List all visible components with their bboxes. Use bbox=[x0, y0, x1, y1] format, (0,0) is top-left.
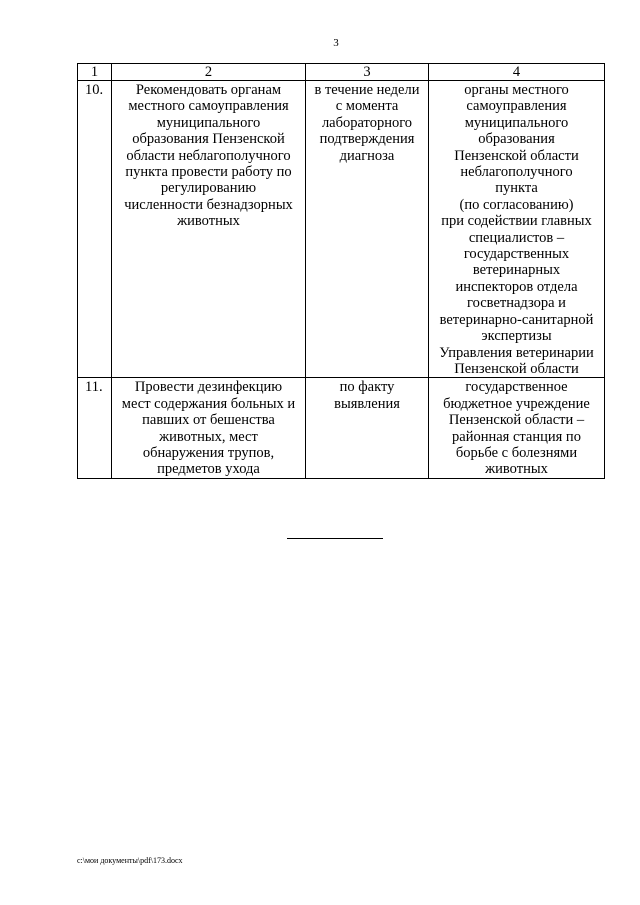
cell-line: самоуправления bbox=[466, 98, 567, 115]
header-cell-2: 2 bbox=[112, 64, 306, 81]
cell-line: Рекомендовать органам bbox=[135, 82, 282, 98]
cell-line: инспекторов отдела bbox=[455, 278, 578, 295]
cell-line: (по согласованию) bbox=[459, 196, 574, 213]
cell-line: Провести дезинфекцию bbox=[134, 379, 283, 396]
cell-line: выявления bbox=[334, 395, 400, 412]
cell-line: павших от бешенства bbox=[142, 412, 275, 429]
cell-line: муниципального bbox=[156, 114, 261, 131]
page-number: 3 bbox=[333, 37, 339, 49]
footer-file-path: c:\мои документы\pdf\173.docx bbox=[77, 856, 183, 865]
cell-line: в течение недели bbox=[314, 82, 420, 98]
cell-line: образования bbox=[478, 131, 555, 148]
cell-line: Пензенской области – bbox=[448, 412, 585, 429]
cell-line: бюджетное учреждение bbox=[443, 395, 590, 412]
cell-line: животных bbox=[485, 461, 548, 478]
cell-line: предметов ухода bbox=[157, 461, 260, 478]
row-number: 11. bbox=[78, 378, 112, 479]
header-cell-1: 1 bbox=[78, 64, 112, 81]
table-row bbox=[78, 378, 605, 479]
cell-line: пункта bbox=[495, 180, 538, 197]
cell-line: госветнадзора и bbox=[467, 295, 566, 312]
cell-line: ветеринарных bbox=[472, 262, 561, 279]
cell-line: области неблагополучного bbox=[126, 147, 291, 164]
header-cell-4: 4 bbox=[429, 64, 605, 81]
cell-line: Пензенской области bbox=[454, 147, 579, 164]
row-number: 10. bbox=[78, 81, 112, 378]
cell-line: диагноза bbox=[339, 147, 395, 164]
cell-line: Управления ветеринарии bbox=[439, 344, 594, 361]
cell-line: численности безнадзорных bbox=[124, 196, 293, 213]
table-row bbox=[78, 81, 605, 378]
table-header-row bbox=[78, 64, 605, 81]
cell-line: животных bbox=[177, 213, 240, 230]
cell-line: образования Пензенской bbox=[132, 131, 285, 148]
cell-line: животных, мест bbox=[159, 428, 258, 445]
cell-line: по факту bbox=[339, 379, 395, 396]
cell-line: экспертизы bbox=[481, 328, 552, 345]
cell-line: с момента bbox=[335, 98, 399, 115]
cell-line: государственное bbox=[465, 379, 568, 396]
header-cell-3: 3 bbox=[306, 64, 429, 81]
cell-line: районная станция по bbox=[452, 428, 581, 445]
end-separator-line bbox=[287, 538, 383, 539]
cell-line: специалистов – bbox=[468, 229, 565, 246]
measure-cell bbox=[112, 378, 306, 479]
cell-line: мест содержания больных и bbox=[121, 395, 296, 412]
cell-line: обнаружения трупов, bbox=[142, 444, 275, 461]
cell-line: регулированию bbox=[160, 180, 257, 197]
cell-line: лабораторного bbox=[321, 114, 413, 131]
cell-line: неблагополучного bbox=[460, 164, 573, 181]
responsible-cell bbox=[429, 378, 605, 479]
cell-line: муниципального bbox=[464, 114, 569, 131]
deadline-cell bbox=[306, 81, 429, 378]
cell-line: ветеринарно-санитарной bbox=[439, 311, 594, 328]
cell-line: Пензенской области bbox=[454, 360, 579, 377]
measure-cell bbox=[112, 81, 306, 378]
cell-line: пункта провести работу по bbox=[125, 164, 292, 181]
cell-line: борьбе с болезнями bbox=[455, 444, 578, 461]
cell-line: местного самоуправления bbox=[128, 98, 289, 115]
cell-line: подтверждения bbox=[319, 131, 415, 148]
cell-line: при содействии главных bbox=[441, 213, 592, 230]
cell-line: государственных bbox=[463, 246, 570, 263]
measures-table bbox=[77, 63, 605, 479]
cell-line: органы местного bbox=[464, 82, 569, 98]
responsible-cell bbox=[429, 81, 605, 378]
deadline-cell bbox=[306, 378, 429, 479]
